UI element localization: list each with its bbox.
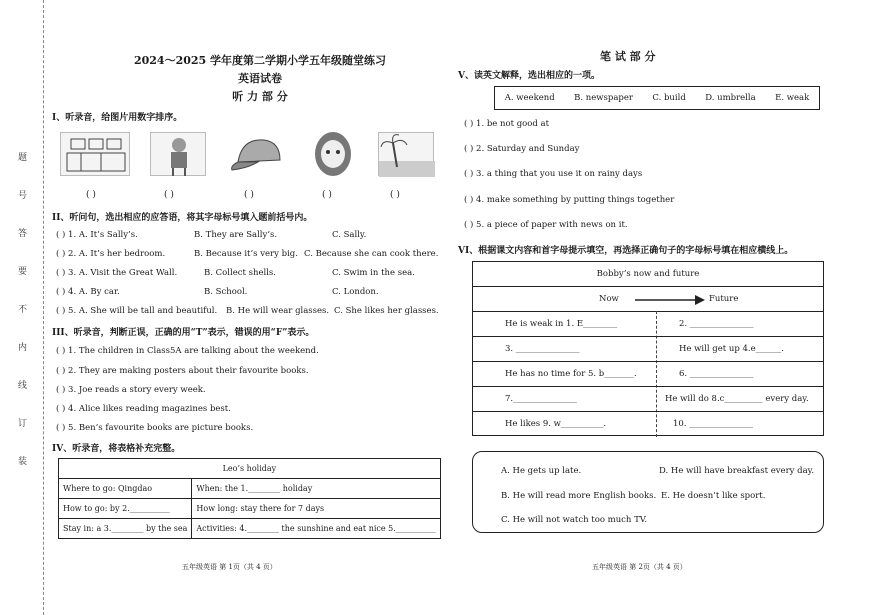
tf-item: ( ) 3. Joe reads a story every week.	[56, 385, 206, 395]
binding-char: 题	[18, 153, 28, 163]
table-cell: Activities: 4.________ the sunshine and eat nice 5.__________	[192, 519, 440, 539]
option-c: C. Because she can cook there.	[304, 249, 439, 259]
table-row	[59, 479, 441, 499]
table-cell: He is weak in 1. E________	[505, 319, 618, 329]
binding-char: 要	[18, 267, 28, 277]
definition-item: ( ) 1. be not good at	[464, 119, 550, 129]
section4-heading: IV、听录音，将表格补充完整。	[52, 444, 181, 454]
tf-item: ( ) 4. Alice likes reading magazines best.	[56, 404, 231, 414]
option-b: B. They are Sally’s.	[194, 230, 278, 240]
question-item: ( ) 4. A. By car.	[56, 287, 120, 297]
answer-blank[interactable]: ( )	[322, 190, 332, 200]
table-cell: How to go: by 2.__________	[59, 499, 192, 519]
section5-heading: V、读英文解释，选出相应的一项。	[458, 71, 600, 81]
binding-margin	[0, 0, 44, 615]
sentence-option: B. He will read more English books.	[501, 491, 657, 501]
arrow-icon	[635, 294, 705, 306]
sentence-option: A. He gets up late.	[501, 466, 582, 476]
section3-heading: III、听录音，判断正误，正确的用“T”表示，错误的用“F”表示。	[52, 328, 315, 338]
binding-char: 不	[18, 305, 28, 315]
option-c: C. Swim in the sea.	[332, 268, 415, 278]
tf-item: ( ) 5. Ben’s favourite books are picture books.	[56, 423, 254, 433]
table-title: Bobby’s now and future	[596, 269, 700, 279]
binding-char: 内	[18, 343, 28, 353]
exam-title: 2024～2025 学年度第二学期小学五年级随堂练习	[133, 54, 387, 67]
definition-item: ( ) 3. a thing that you use it on rainy days	[464, 169, 643, 179]
binding-char: 号	[18, 191, 28, 201]
question-item: ( ) 2. A. It’s her bedroom.	[56, 249, 166, 259]
option-c: C. Sally.	[332, 230, 367, 240]
answer-blank[interactable]: ( )	[86, 190, 96, 200]
word-option: E. weak	[775, 93, 810, 103]
listening-part-title: 听 力 部 分	[232, 90, 288, 103]
question-item: ( ) 1. A. It’s Sally’s.	[56, 230, 138, 240]
table-title: Leo’s holiday	[59, 459, 441, 479]
answer-blank[interactable]: ( )	[390, 190, 400, 200]
table-cell: 6. _______________	[679, 369, 754, 379]
answer-blank[interactable]: ( )	[164, 190, 174, 200]
option-b: B. School.	[204, 287, 248, 297]
leo-holiday-table	[58, 458, 441, 539]
table-cell: 3. _______________	[505, 344, 580, 354]
option-b: B. He will wear glasses.	[226, 306, 330, 316]
word-bank	[494, 86, 820, 110]
table-cell: He has no time for 5. b_______.	[505, 369, 637, 379]
word-option: B. newspaper	[574, 93, 633, 103]
written-part-title: 笔 试 部 分	[600, 50, 656, 63]
tf-item: ( ) 1. The children in Class5A are talking about the weekend.	[56, 346, 319, 356]
section6-heading: VI、根据课文内容和首字母提示填空，再选择正确句子的字母标号填在相应横线上。	[458, 246, 794, 256]
table-cell: 7._______________	[505, 394, 577, 404]
binding-char: 线	[18, 381, 28, 391]
sentence-option: C. He will not watch too much TV.	[501, 515, 648, 525]
table-cell: 10. _______________	[673, 419, 753, 429]
word-option: C. build	[652, 93, 686, 103]
word-option: D. umbrella	[705, 93, 756, 103]
answer-blank[interactable]: ( )	[244, 190, 254, 200]
table-cell: 2. _______________	[679, 319, 754, 329]
option-c: C. She likes her glasses.	[334, 306, 439, 316]
question-item: ( ) 3. A. Visit the Great Wall.	[56, 268, 178, 278]
option-b: B. Collect shells.	[204, 268, 276, 278]
exam-subtitle: 英语试卷	[238, 72, 282, 85]
table-cell: He likes 9. w__________.	[505, 419, 607, 429]
option-c: C. London.	[332, 287, 379, 297]
definition-item: ( ) 4. make something by putting things together	[464, 195, 675, 205]
tf-item: ( ) 2. They are making posters about their favourite books.	[56, 366, 309, 376]
table-row	[59, 519, 441, 539]
binding-char: 订	[18, 419, 28, 429]
binding-char: 答	[18, 229, 28, 239]
sentence-option: D. He will have breakfast every day.	[659, 466, 815, 476]
binding-char: 装	[18, 457, 28, 467]
table-cell: Where to go: Qingdao	[59, 479, 192, 499]
page-footer-right: 五年级英语 第 2页（共 4 页）	[592, 563, 687, 571]
sentence-options-box	[472, 451, 824, 533]
definition-item: ( ) 2. Saturday and Sunday	[464, 144, 580, 154]
option-b: B. Because it’s very big.	[194, 249, 298, 259]
future-label: Future	[709, 294, 739, 304]
page-footer-left: 五年级英语 第 1页（共 4 页）	[182, 563, 277, 571]
table-cell: He will get up 4.e______.	[679, 344, 784, 354]
table-cell: How long: stay there for 7 days	[192, 499, 440, 519]
kitchen-picture	[60, 132, 130, 176]
table-cell: When: the 1.________ holiday	[192, 479, 440, 499]
boy-picture	[150, 132, 206, 176]
table-cell: Stay in: a 3.________ by the sea	[59, 519, 192, 539]
section2-heading: II、听问句，选出相应的应答语，将其字母标号填入题前括号内。	[52, 213, 313, 223]
table-cell: He will do 8.c_________ every day.	[665, 394, 809, 404]
now-label: Now	[599, 294, 619, 304]
word-option: A. weekend	[504, 93, 555, 103]
beach-picture	[378, 132, 434, 176]
bobby-table	[472, 261, 824, 436]
sentence-option: E. He doesn’t like sport.	[661, 491, 766, 501]
table-row	[59, 499, 441, 519]
girl-picture	[308, 130, 358, 178]
section1-heading: I、听录音，给图片用数字排序。	[52, 113, 183, 123]
question-item: ( ) 5. A. She will be tall and beautiful.	[56, 306, 218, 316]
definition-item: ( ) 5. a piece of paper with news on it.	[464, 220, 628, 230]
cap-picture	[228, 132, 288, 176]
